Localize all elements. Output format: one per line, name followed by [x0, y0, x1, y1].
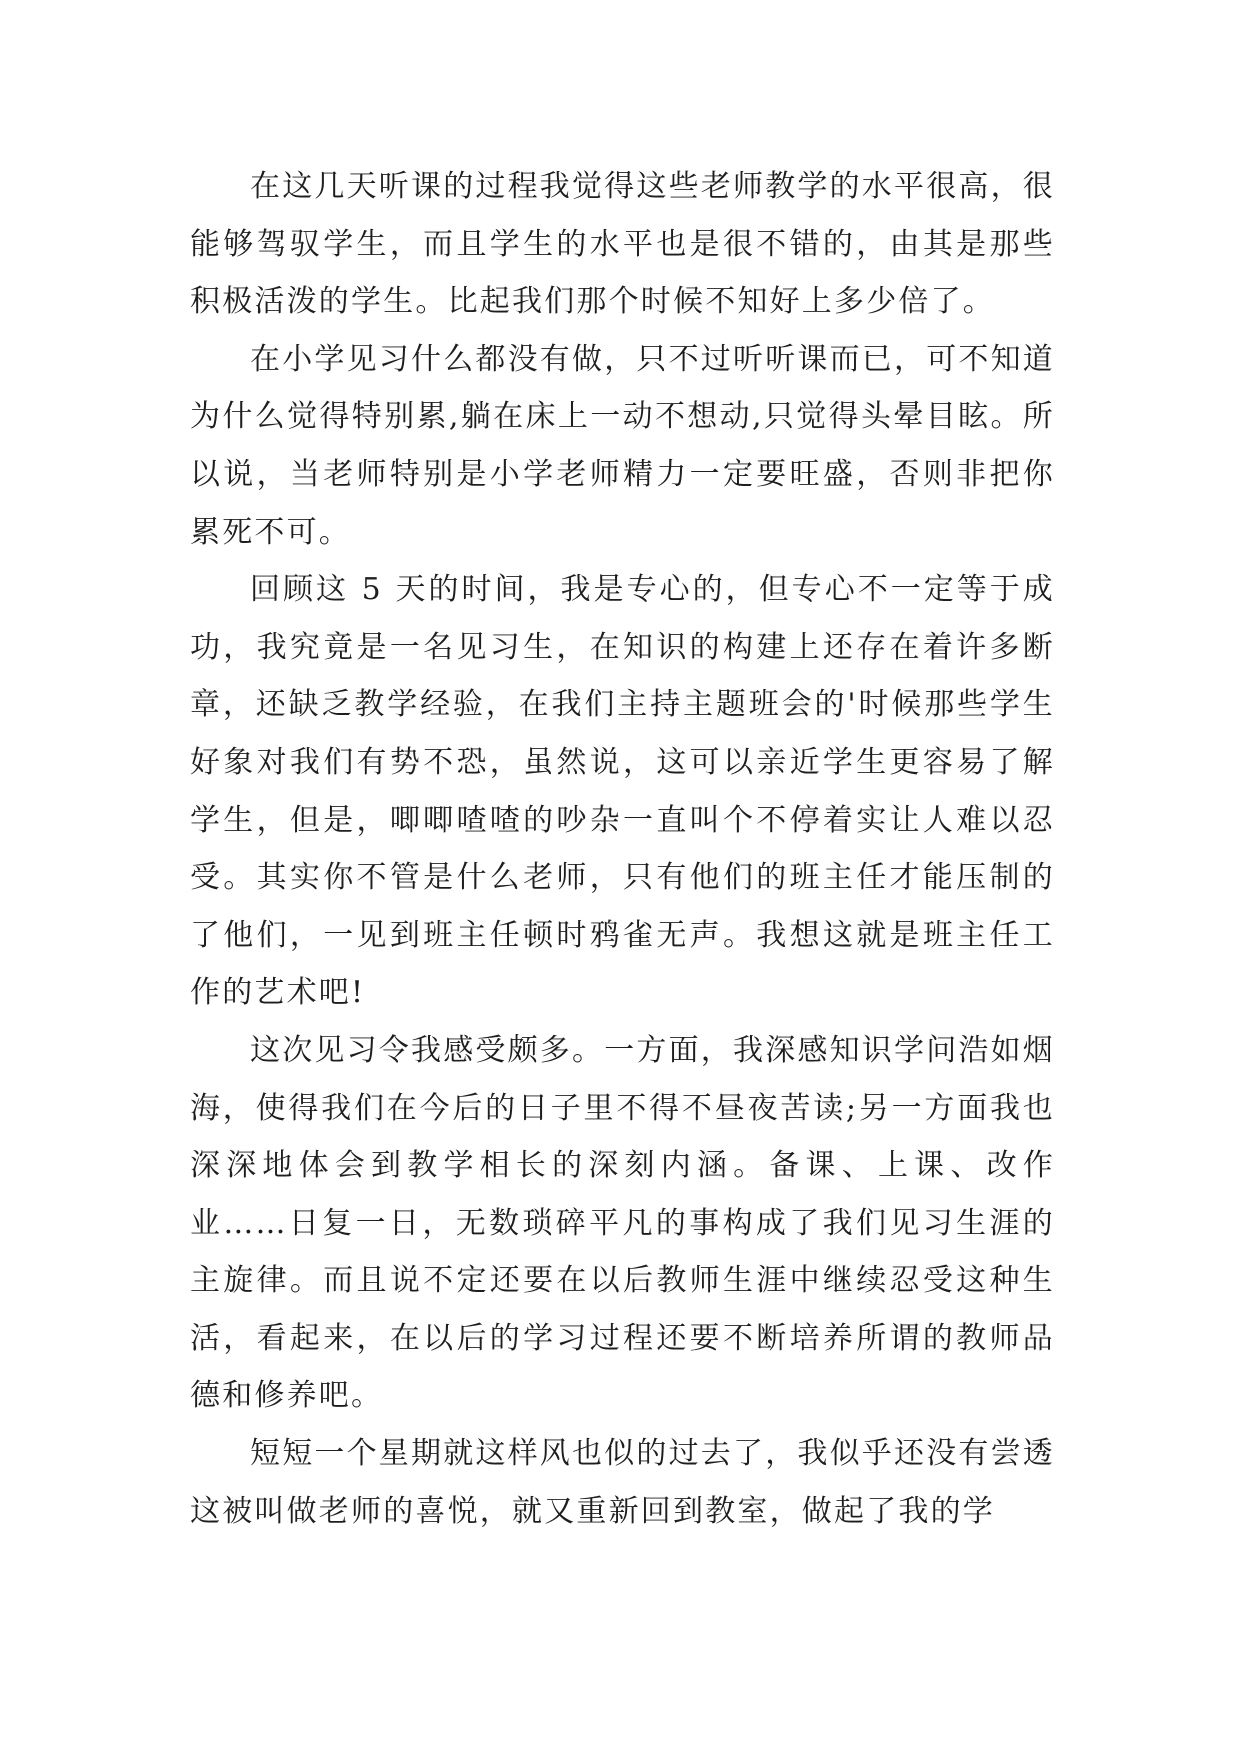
paragraph-5: 短短一个星期就这样风也似的过去了，我似乎还没有尝透这被叫做老师的喜悦，就又重新回到教室，做起了我的学	[190, 1436, 1055, 1529]
document-body	[190, 158, 1055, 1540]
paragraph-4: 这次见习令我感受颇多。一方面，我深感知识学问浩如烟海，使得我们在今后的日子里不得不昼夜苦读;另一方面我也深深地体会到教学相长的深刻内涵。备课、上课、改作业……日复一日，无数琐碎平凡的事构成了我们见习生涯的主旋律。而且说不定还要在以后教师生涯中继续忍受这种生活，看起来，在以后的学习过程还要不断培养所谓的教师品德和修养吧。	[190, 1032, 1055, 1414]
paragraph-2: 在小学见习什么都没有做，只不过听听课而已，可不知道为什么觉得特别累,躺在床上一动不想动,只觉得头晕目眩。所以说，当老师特别是小学老师精力一定要旺盛，否则非把你累死不可。	[190, 341, 1055, 550]
paragraph-1: 在这几天听课的过程我觉得这些老师教学的水平很高，很能够驾驭学生，而且学生的水平也是很不错的，由其是那些积极活泼的学生。比起我们那个时候不知好上多少倍了。	[190, 169, 1055, 320]
paragraph-3: 回顾这 5 天的时间，我是专心的，但专心不一定等于成功，我究竟是一名见习生，在知识的构建上还存在着许多断章，还缺乏教学经验，在我们主持主题班会的'时候那些学生好象对我们有势不恐，虽然说，这可以亲近学生更容易了解学生，但是，唧唧喳喳的吵杂一直叫个不停着实让人难以忍受。其实你不管是什么老师，只有他们的班主任才能压制的了他们，一见到班主任顿时鸦雀无声。我想这就是班主任工作的艺术吧!	[190, 572, 1055, 1011]
